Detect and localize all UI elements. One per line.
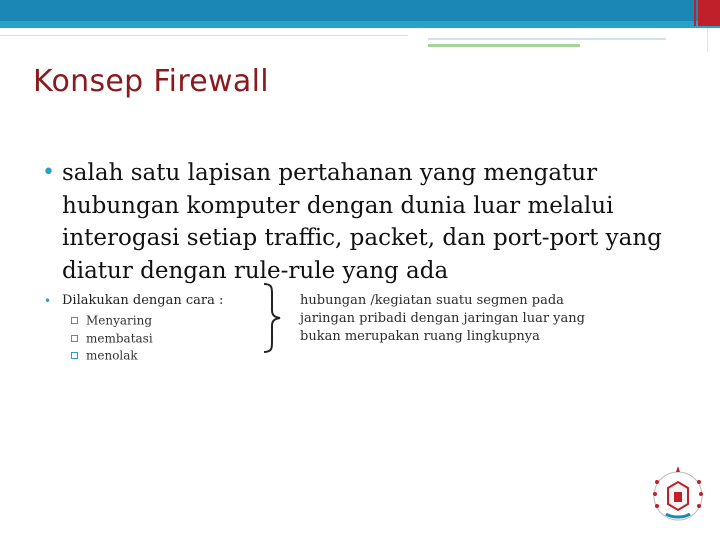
bullet-icon: • (44, 294, 52, 308)
university-logo-icon (638, 452, 718, 536)
header-red-line (694, 0, 696, 26)
header-divider-line (0, 35, 408, 36)
list-item-label: Menyaring (86, 313, 153, 328)
list-item (71, 348, 138, 363)
list-item-label: menolak (86, 348, 138, 363)
side-note: hubungan /kegiatan suatu segmen pada jaringan pribadi dengan jaringan luar yang bukan merupakan ruang lingkupnya (300, 293, 585, 344)
header-green-line (428, 44, 580, 47)
main-bullet-text: salah satu lapisan pertahanan yang mengatur hubungan komputer dengan dunia luar melalui interogasi setiap traffic, packet, dan port-port yang diatur dengan rule-rule yang ada (62, 160, 662, 284)
list-item-label: membatasi (86, 331, 153, 346)
slide-title: Konsep Firewall (33, 64, 269, 99)
bullet-icon: • (42, 160, 55, 185)
header-red-block (698, 0, 720, 26)
square-bullet-icon (71, 335, 78, 342)
list-item (71, 331, 153, 346)
square-bullet-icon (71, 352, 78, 359)
sub-bullet-text: Dilakukan dengan cara : (62, 293, 224, 308)
list-item (71, 313, 152, 328)
square-bullet-icon (71, 317, 78, 324)
curly-brace-icon (260, 282, 288, 354)
header-vertical-line (707, 28, 708, 52)
header-bar (0, 0, 720, 21)
header-accent-line (428, 38, 666, 40)
header-strip (0, 21, 720, 28)
